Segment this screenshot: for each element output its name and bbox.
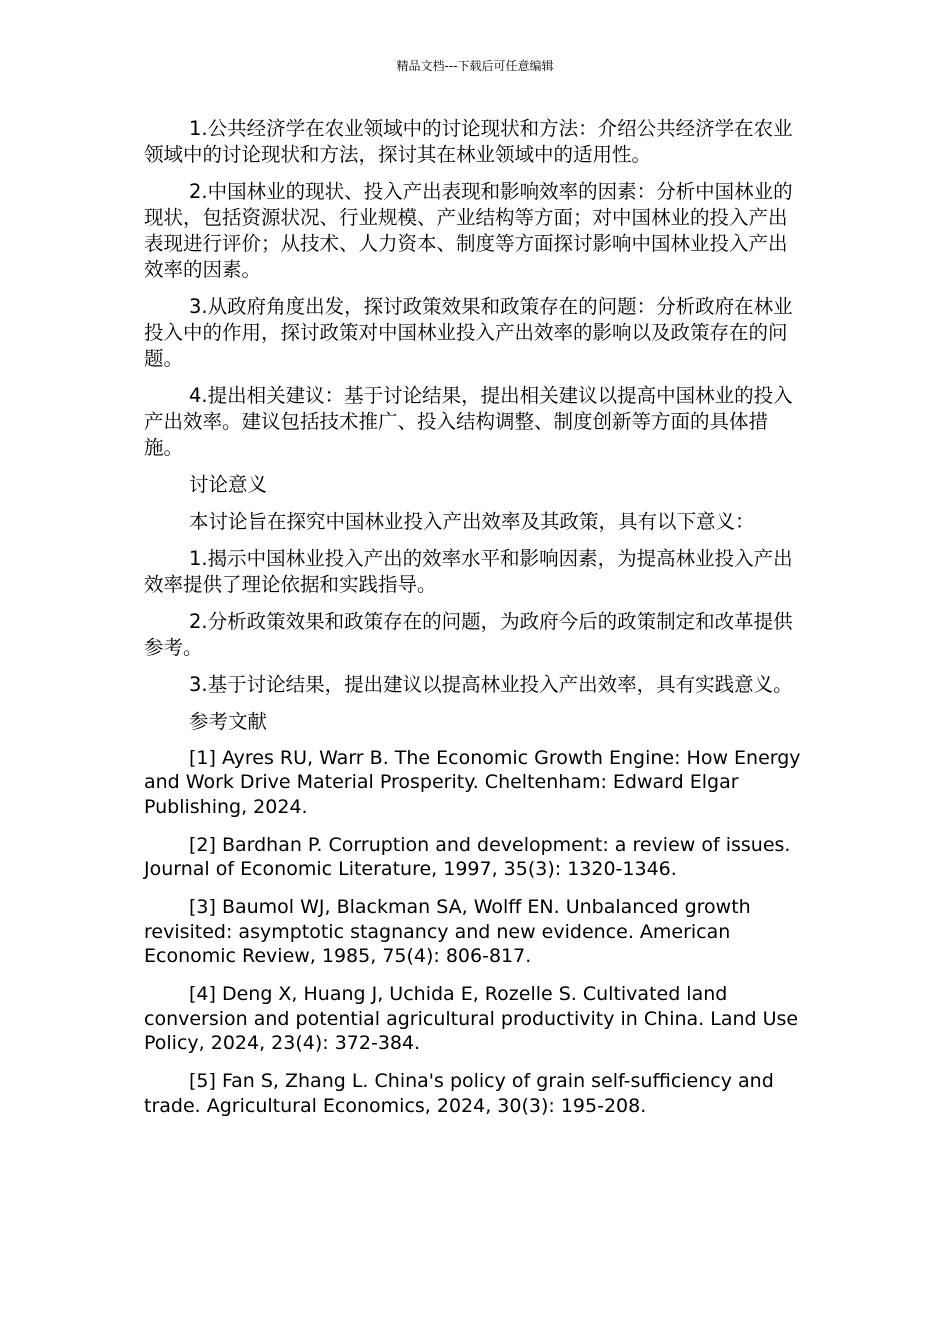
references-heading: 参考文献 <box>189 710 268 733</box>
paragraph-1: 1.公共经济学在农业领域中的讨论现状和方法：介绍公共经济学在农业领域中的讨论现状和方法，探讨其在林业领域中的适用性。 <box>144 117 793 166</box>
significance-heading: 讨论意义 <box>189 473 268 496</box>
reference-2: [2] Bardhan P. Corruption and development: a review of issues. Journal of Economic Literature, 1997, 35(3): 1320-1346. <box>144 833 791 881</box>
page-header: 精品文档---下载后可任意编辑 <box>396 59 554 73</box>
document-body <box>144 116 806 1132</box>
paragraph-2: 2.中国林业的现状、投入产出表现和影响效率的因素：分析中国林业的现状，包括资源状况、行业规模、产业结构等方面；对中国林业的投入产出表现进行评价；从技术、人力资本、制度等方面探讨影响中国林业投入产出效率的因素。 <box>144 180 793 281</box>
significance-intro: 本讨论旨在探究中国林业投入产出效率及其政策，具有以下意义： <box>189 510 755 533</box>
reference-5: [5] Fan S, Zhang L. China's policy of grain self-sufficiency and trade. Agricultural Economics, 2024, 30(3): 195-208. <box>144 1070 774 1117</box>
significance-item-2: 2.分析政策效果和政策存在的问题，为政府今后的政策制定和改革提供参考。 <box>144 610 793 659</box>
reference-1: [1] Ayres RU, Warr B. The Economic Growth Engine: How Energy and Work Drive Material Prosperity. Cheltenham: Edward Elgar Publishing, 2024. <box>144 747 801 818</box>
reference-3: [3] Baumol WJ, Blackman SA, Wolff EN. Unbalanced growth revisited: asymptotic stagnancy and new evidence. American Economic Review, 1985, 75(4): 806-817. <box>144 896 751 968</box>
significance-item-1: 1.揭示中国林业投入产出的效率水平和影响因素，为提高林业投入产出效率提供了理论依据和实践指导。 <box>144 547 793 596</box>
reference-4: [4] Deng X, Huang J, Uchida E, Rozelle S. Cultivated land conversion and potential agricultural productivity in China. Land Use Policy, 2024, 23(4): 372-384. <box>144 983 799 1054</box>
paragraph-4: 4.提出相关建议：基于讨论结果，提出相关建议以提高中国林业的投入产出效率。建议包括技术推广、投入结构调整、制度创新等方面的具体措施。 <box>144 384 793 459</box>
paragraph-3: 3.从政府角度出发，探讨政策效果和政策存在的问题：分析政府在林业投入中的作用，探讨政策对中国林业投入产出效率的影响以及政策存在的问题。 <box>144 295 793 370</box>
significance-item-3: 3.基于讨论结果，提出建议以提高林业投入产出效率，具有实践意义。 <box>189 673 793 696</box>
